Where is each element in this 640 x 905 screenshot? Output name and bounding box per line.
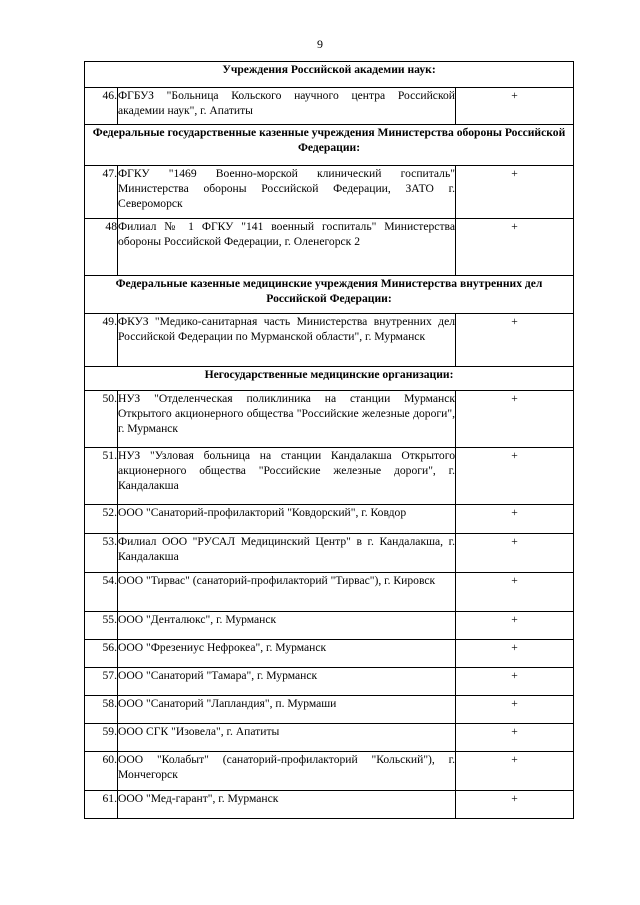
table-row — [85, 640, 574, 668]
row-number: 53. — [85, 534, 118, 573]
inclusion-mark: + — [456, 640, 574, 668]
organization-name: ООО "Денталюкс", г. Мурманск — [118, 612, 456, 640]
row-number: 49. — [85, 314, 118, 367]
section-header: Учреждения Российской академии наук: — [85, 62, 574, 88]
organization-name: ООО СГК "Изовела", г. Апатиты — [118, 724, 456, 752]
organization-name: ООО "Санаторий "Лапландия", п. Мурмаши — [118, 696, 456, 724]
table-row — [85, 505, 574, 534]
table-row — [85, 534, 574, 573]
row-number: 55. — [85, 612, 118, 640]
inclusion-mark: + — [456, 791, 574, 819]
row-number: 57. — [85, 668, 118, 696]
section-header-row — [85, 125, 574, 166]
section-header: Федеральные государственные казенные учреждения Министерства обороны Российской Федерации: — [85, 125, 574, 166]
table-row — [85, 752, 574, 791]
row-number: 58. — [85, 696, 118, 724]
inclusion-mark: + — [456, 724, 574, 752]
inclusion-mark: + — [456, 391, 574, 448]
row-number: 56. — [85, 640, 118, 668]
table-row — [85, 391, 574, 448]
organization-name: ООО "Колабыт" (санаторий-профилакторий "Кольский"), г. Мончегорск — [118, 752, 456, 791]
inclusion-mark: + — [456, 573, 574, 612]
inclusion-mark: + — [456, 166, 574, 219]
table-row — [85, 314, 574, 367]
table-body — [85, 62, 574, 819]
row-number: 47. — [85, 166, 118, 219]
row-number: 54. — [85, 573, 118, 612]
table-row — [85, 668, 574, 696]
inclusion-mark: + — [456, 505, 574, 534]
organization-name: ООО "Фрезениус Нефрокеа", г. Мурманск — [118, 640, 456, 668]
row-number: 60. — [85, 752, 118, 791]
row-number: 59. — [85, 724, 118, 752]
section-header: Федеральные казенные медицинские учреждения Министерства внутренних дел Российской Федерации: — [85, 276, 574, 314]
row-number: 51. — [85, 448, 118, 505]
table-row — [85, 791, 574, 819]
table-row — [85, 219, 574, 276]
table-row — [85, 724, 574, 752]
organization-name: НУЗ "Отделенческая поликлиника на станции Мурманск Открытого акционерного общества "Российские железные дороги", г. Мурманск — [118, 391, 456, 448]
organization-name: ООО "Мед-гарант", г. Мурманск — [118, 791, 456, 819]
organization-name: Филиал ООО "РУСАЛ Медицинский Центр" в г. Кандалакша, г. Кандалакша — [118, 534, 456, 573]
organization-name: Филиал № 1 ФГКУ "141 военный госпиталь" Министерства обороны Российской Федерации, г. Оленегорск 2 — [118, 219, 456, 276]
organization-name: ФГБУЗ "Больница Кольского научного центра Российской академии наук", г. Апатиты — [118, 88, 456, 125]
organization-name: ООО "Санаторий "Тамара", г. Мурманск — [118, 668, 456, 696]
inclusion-mark: + — [456, 534, 574, 573]
organization-name: НУЗ "Узловая больница на станции Кандалакша Открытого акционерного общества "Российские железные дороги", г. Кандалакша — [118, 448, 456, 505]
organization-name: ФКУЗ "Медико-санитарная часть Министерства внутренних дел Российской Федерации по Мурманской области", г. Мурманск — [118, 314, 456, 367]
inclusion-mark: + — [456, 668, 574, 696]
inclusion-mark: + — [456, 88, 574, 125]
section-header-row — [85, 367, 574, 391]
inclusion-mark: + — [456, 219, 574, 276]
table-row — [85, 696, 574, 724]
row-number: 48 — [85, 219, 118, 276]
inclusion-mark: + — [456, 752, 574, 791]
table-row — [85, 612, 574, 640]
row-number: 46. — [85, 88, 118, 125]
table-row — [85, 573, 574, 612]
organization-name: ООО "Санаторий-профилакторий "Ковдорский", г. Ковдор — [118, 505, 456, 534]
inclusion-mark: + — [456, 696, 574, 724]
organization-name: ООО "Тирвас" (санаторий-профилакторий "Тирвас"), г. Кировск — [118, 573, 456, 612]
table-row — [85, 166, 574, 219]
row-number: 52. — [85, 505, 118, 534]
row-number: 50. — [85, 391, 118, 448]
section-header-row — [85, 62, 574, 88]
organizations-table — [84, 61, 574, 819]
section-header-row — [85, 276, 574, 314]
table-row — [85, 448, 574, 505]
section-header: Негосударственные медицинские организации: — [85, 367, 574, 391]
row-number: 61. — [85, 791, 118, 819]
table-row — [85, 88, 574, 125]
page-number: 9 — [317, 37, 323, 51]
organization-name: ФГКУ "1469 Военно-морской клинический госпиталь" Министерства обороны Российской Федерации, ЗАТО г. Североморск — [118, 166, 456, 219]
inclusion-mark: + — [456, 612, 574, 640]
inclusion-mark: + — [456, 314, 574, 367]
inclusion-mark: + — [456, 448, 574, 505]
